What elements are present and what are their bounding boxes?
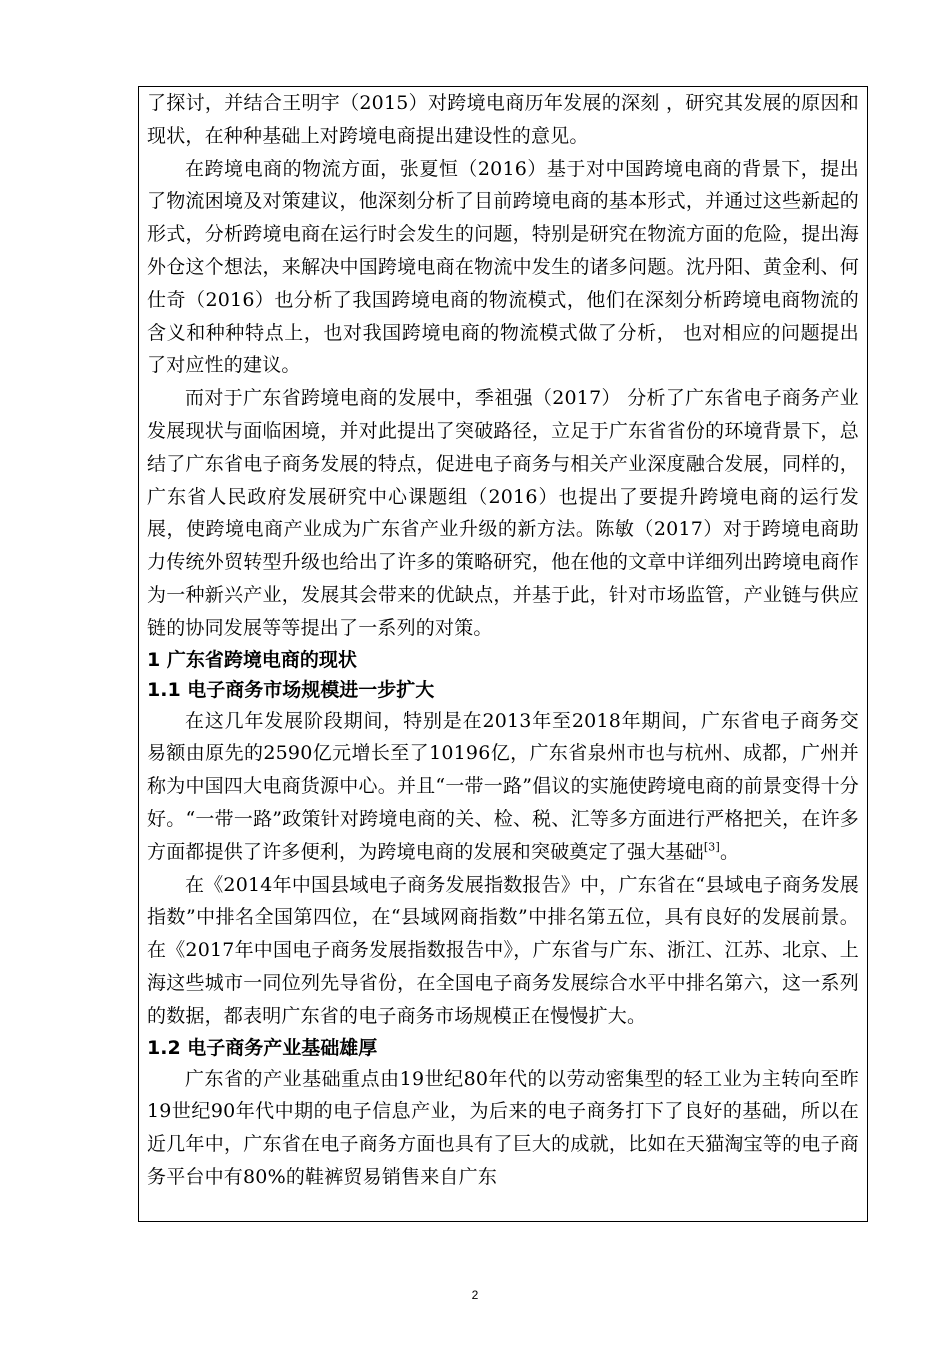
paragraph-text: 在这几年发展阶段期间，特别是在2013年至2018年期间，广东省电子商务交易额由原先的2590亿元增长至了10196亿，广东省泉州市也与杭州、成都，广州并称为中国四大电商货源中心。并且“一带一路”倡议的实施使跨境电商的前景变得十分好。“一带一路”政策针对跨境电商的关、检、税、汇等多方面进行严格把关，在许多方面都提供了许多便利，为跨境电商的发展和突破奠定了强大基础 xyxy=(147,709,859,863)
page-number: 2 xyxy=(471,1288,479,1302)
section-heading-1-2: 1.2 电子商务产业基础雄厚 xyxy=(147,1036,378,1059)
paragraph-market-scale xyxy=(147,705,859,869)
section-heading-1: 1 广东省跨境电商的现状 xyxy=(147,648,357,671)
paragraph-industry-base: 广东省的产业基础重点由19世纪80年代的以劳动密集型的轻工业为主转向至昨19世纪90年代中期的电子信息产业，为后来的电子商务打下了良好的基础，所以在近几年中，广东省在电子商务方面也具有了巨大的成就，比如在天猫淘宝等的电子商务平台中有80%的鞋裤贸易销售来自广东 xyxy=(147,1067,859,1188)
section-heading-1-1: 1.1 电子商务市场规模进一步扩大 xyxy=(147,678,435,701)
paragraph-logistics: 在跨境电商的物流方面，张夏恒（2016）基于对中国跨境电商的背景下，提出了物流困境及对策建议，他深刻分析了目前跨境电商的基本形式，并通过这些新起的形式，分析跨境电商在运行时会发生的问题，特别是研究在物流方面的危险，提出海外仓这个想法，来解决中国跨境电商在物流中发生的诸多问题。沈丹阳、黄金利、何仕奇（2016）也分析了我国跨境电商的物流模式，他们在深刻分析跨境电商物流的含义和种种特点上，也对我国跨境电商的物流模式做了分析， 也对相应的问题提出了对应性的建议。 xyxy=(147,157,859,377)
paragraph-end: 。 xyxy=(720,840,740,863)
paragraph-guangdong-development: 而对于广东省跨境电商的发展中，季祖强（2017） 分析了广东省电子商务产业发展现状与面临困境，并对此提出了突破路径，立足于广东省省份的环境背景下，总结了广东省电子商务发展的特点，促进电子商务与相关产业深度融合发展，同样的，广东省人民政府发展研究中心课题组（2016）也提出了要提升跨境电商的运行发展，使跨境电商产业成为广东省产业升级的新方法。陈敏（2017）对于跨境电商助力传统外贸转型升级也给出了许多的策略研究，他在他的文章中详细列出跨境电商作为一种新兴产业，发展其会带来的优缺点，并基于此，针对市场监管，产业链与供应链的协同发展等等提出了一系列的对策。 xyxy=(147,387,859,639)
citation-ref[interactable]: [3] xyxy=(703,840,720,854)
paragraph: 了探讨，并结合王明宇（2015）对跨境电商历年发展的深刻 ，研究其发展的原因和现状，在种种基础上对跨境电商提出建设性的意见。 xyxy=(147,92,859,147)
paragraph-index-report: 在《2014年中国县域电子商务发展指数报告》中，广东省在“县域电子商务发展指数”中排名全国第四位，在“县域网商指数”中排名第五位，具有良好的发展前景。在《2017年中国电子商务发展指数报告中》，广东省与广东、浙江、江苏、北京、上海这些城市一同位列先导省份，在全国电子商务发展综合水平中排名第六，这一系列的数据，都表明广东省的电子商务市场规模正在慢慢扩大。 xyxy=(147,873,859,1027)
document-frame xyxy=(138,86,868,1222)
